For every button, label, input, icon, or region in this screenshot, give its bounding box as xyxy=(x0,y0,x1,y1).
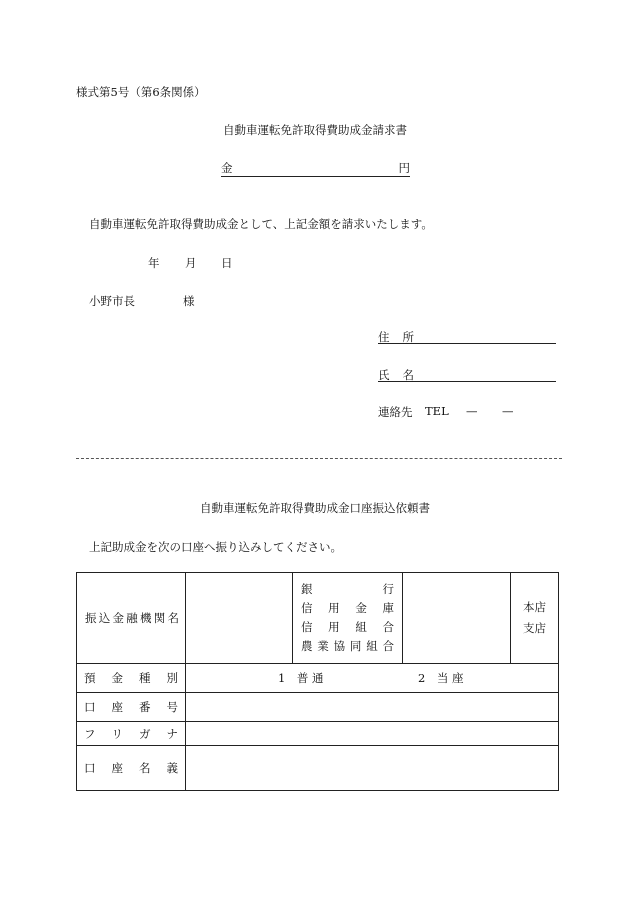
account-name-label: 口 座 名 義 xyxy=(77,746,186,791)
name-label: 氏 名 xyxy=(378,368,414,382)
name-field[interactable] xyxy=(378,367,556,382)
cut-line xyxy=(76,458,562,459)
account-type-options xyxy=(186,664,559,693)
branch-name-input[interactable] xyxy=(403,573,511,664)
bank-account-table xyxy=(76,572,559,791)
transfer-body: 上記助成金を次の口座へ振り込みしてください。 xyxy=(89,540,342,554)
amount-prefix: 金 xyxy=(221,161,233,175)
contact-label: 連絡先 xyxy=(378,405,413,419)
form-number: 様式第5号（第6条関係） xyxy=(76,85,206,99)
tel-separator: — xyxy=(502,404,514,418)
furigana-label: フ リ ガ ナ xyxy=(77,722,186,746)
bank-name-label: 振 込 金 融 機 関 名 xyxy=(77,573,186,664)
table-row xyxy=(77,746,559,791)
transfer-title: 自動車運転免許取得費助成金口座振込依頼書 xyxy=(200,501,430,515)
bank-type-bank: 銀 行 xyxy=(301,582,394,596)
furigana-input[interactable] xyxy=(186,722,559,746)
amount-field[interactable] xyxy=(221,160,410,177)
account-type-current[interactable]: 2 当 座 xyxy=(418,671,464,685)
account-type-label: 預 金 種 別 xyxy=(77,664,186,693)
date-day: 日 xyxy=(221,256,233,270)
account-name-input[interactable] xyxy=(186,746,559,791)
branch-type-list xyxy=(511,573,559,664)
addressee-honorific: 様 xyxy=(183,294,195,308)
addressee-name: 小野市長 xyxy=(89,294,135,308)
account-type-ordinary[interactable]: 1 普 通 xyxy=(278,671,324,685)
amount-suffix: 円 xyxy=(398,161,410,175)
account-number-label: 口 座 番 号 xyxy=(77,693,186,722)
tel-label: TEL xyxy=(425,404,449,418)
request-body: 自動車運転免許取得費助成金として、上記金額を請求いたします。 xyxy=(89,217,433,231)
request-title: 自動車運転免許取得費助成金請求書 xyxy=(223,123,407,137)
branch-type-branch: 支店 xyxy=(523,621,546,635)
table-row xyxy=(77,722,559,746)
date-month: 月 xyxy=(185,256,197,270)
tel-separator: — xyxy=(466,404,478,418)
table-row xyxy=(77,573,559,664)
bank-type-list xyxy=(293,573,403,664)
address-label: 住 所 xyxy=(378,330,414,344)
branch-type-main: 本店 xyxy=(523,600,546,614)
account-number-input[interactable] xyxy=(186,693,559,722)
address-field[interactable] xyxy=(378,329,556,344)
date-year: 年 xyxy=(148,256,160,270)
table-row xyxy=(77,693,559,722)
bank-type-noukyou: 農 業 協 同 組 合 xyxy=(301,639,394,653)
table-row xyxy=(77,664,559,693)
bank-type-shinkumi: 信 用 組 合 xyxy=(301,620,394,634)
bank-type-shinkin: 信 用 金 庫 xyxy=(301,601,394,615)
bank-name-input[interactable] xyxy=(186,573,293,664)
